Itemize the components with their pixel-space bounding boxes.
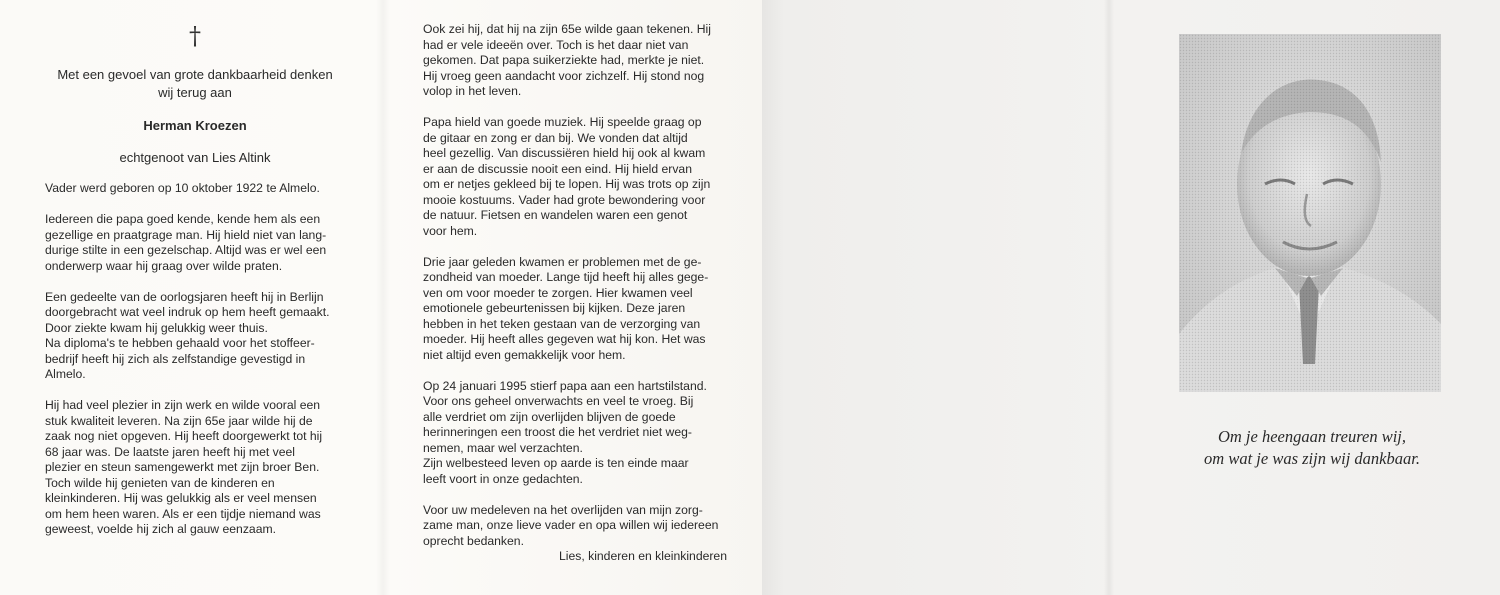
text-line: niet altijd even gemakkelijk voor hem. <box>423 347 626 362</box>
text-line: om hem heen waren. Als er een tijdje niemand was <box>45 506 321 521</box>
paragraph <box>423 379 727 488</box>
text-line: de natuur. Fietsen en wandelen waren een genot <box>423 208 688 222</box>
text-line: Zijn welbesteed leven op aarde is ten einde maar <box>423 456 689 470</box>
text-line: Toch wilde hij genieten van de kinderen en <box>45 475 275 490</box>
fold-crease <box>1104 0 1114 595</box>
intro-text <box>45 66 345 102</box>
paragraph <box>423 115 727 239</box>
text-line: plezier en steun samengewerkt met zijn broer Ben. <box>45 460 320 474</box>
text-line: bedrijf heeft hij zich als zelfstandige gevestigd in <box>45 351 306 366</box>
text-line: onderwerp waar hij graag over wilde praten. <box>45 258 283 273</box>
text-line: Papa hield van goede muziek. Hij speelde graag op <box>423 115 702 129</box>
text-line: gekomen. Dat papa suikerziekte had, merkte je niet. <box>423 53 705 67</box>
text-line: nemen, maar wel verzachten. <box>423 440 583 455</box>
text-line: Op 24 januari 1995 stierf papa aan een hartstilstand. <box>423 378 707 393</box>
text-line: Door ziekte kwam hij gelukkig weer thuis. <box>45 320 268 335</box>
text-line: emotionele gebeurtenissen bij kijken. Deze jaren <box>423 301 686 315</box>
text-line: voor hem. <box>423 223 478 238</box>
right-column <box>423 22 727 565</box>
text-line: Voor ons geheel onverwachts en veel te vroeg. Bij <box>423 394 694 408</box>
signature: Lies, kinderen en kleinkinderen <box>558 549 727 563</box>
caption-line: om wat je was zijn wij dankbaar. <box>1204 449 1420 468</box>
text-line: Voor uw medeleven na het overlijden van mijn zorg- <box>423 502 703 517</box>
text-line: oprecht bedanken. <box>423 533 524 548</box>
portrait-photo <box>1179 34 1441 392</box>
text-line: de gitaar en zong er dan bij. We vonden dat altijd <box>423 130 688 145</box>
text-line: om er netjes gekleed bij te lopen. Hij was trots op zijn <box>423 177 711 191</box>
intro-line: Met een gevoel van grote dankbaarheid denken <box>57 67 333 82</box>
paragraph <box>423 255 727 364</box>
memorial-caption <box>1152 426 1472 470</box>
text-line: kleinkinderen. Hij was gelukkig als er veel mensen <box>45 491 317 505</box>
paragraph <box>45 398 345 538</box>
deceased-name: Herman Kroezen <box>143 118 247 133</box>
text-line: mooie kostuums. Vader had grote bewondering voor <box>423 192 706 207</box>
cross-icon: † <box>189 22 201 50</box>
text-line: Almelo. <box>45 367 86 381</box>
paragraph <box>45 290 345 383</box>
birth-line: Vader werd geboren op 10 oktober 1922 te Almelo. <box>45 181 320 195</box>
text-line: stuk kwaliteit leveren. Na zijn 65e jaar wilde hij de <box>45 413 313 428</box>
text-line: herinneringen een troost die het verdriet niet weg- <box>423 425 692 439</box>
text-line: Drie jaar geleden kwamen er problemen met de ge- <box>423 254 702 269</box>
text-line: durige stilte in een gezelschap. Altijd was er wel een <box>45 243 327 257</box>
caption-line: Om je heengaan treuren wij, <box>1217 427 1407 446</box>
text-line: Ook zei hij, dat hij na zijn 65e wilde gaan tekenen. Hij <box>423 22 711 36</box>
text-line: heel gezellig. Van discussiëren hield hij ook al kwam <box>423 146 706 160</box>
text-line: Iedereen die papa goed kende, kende hem als een <box>45 212 321 226</box>
text-line: volop in het leven. <box>423 84 522 98</box>
text-line: had er vele ideeën over. Toch is het daar niet van <box>423 37 689 52</box>
text-line: zame man, onze lieve vader en opa willen wij iedereen <box>423 518 719 532</box>
text-line: 68 jaar was. De laatste jaren heeft hij met veel <box>45 444 295 459</box>
intro-line: wij terug aan <box>158 85 232 100</box>
text-line: Na diploma's te hebben gehaald voor het stoffeer- <box>45 336 315 350</box>
text-line: geweest, voelde hij zich al gauw eenzaam. <box>45 522 277 536</box>
text-line: leeft voort in onze gedachten. <box>423 471 583 486</box>
spouse-line: echtgenoot van Lies Altink <box>119 149 271 165</box>
paragraph <box>423 22 727 100</box>
text-line: Een gedeelte van de oorlogsjaren heeft hij in Berlijn <box>45 289 324 304</box>
text-line: hebben in het teken gestaan van de verzorging van <box>423 316 701 331</box>
paragraph <box>45 212 345 274</box>
fold-crease <box>376 0 390 595</box>
text-line: er aan de discussie nooit een eind. Hij hield ervan <box>423 161 692 176</box>
text-line: zaak nog niet opgeven. Hij heeft doorgewerkt tot hij <box>45 429 323 443</box>
text-line: moeder. Hij heeft alles gegeven wat hij kon. Het was <box>423 332 706 346</box>
photo-page <box>762 0 1500 595</box>
text-line: alle verdriet om zijn overlijden blijven de goede <box>423 409 676 424</box>
text-line: Hij had veel plezier in zijn werk en wilde vooral een <box>45 398 321 412</box>
left-column <box>45 22 345 553</box>
text-line: zondheid van moeder. Lange tijd heeft hij alles gege- <box>423 270 709 284</box>
text-line: Hij vroeg geen aandacht voor zichzelf. Hij stond nog <box>423 68 705 83</box>
text-line: gezellige en praatgrage man. Hij hield niet van lang- <box>45 227 327 242</box>
text-line: ven om voor moeder te zorgen. Hier kwamen veel <box>423 285 693 300</box>
paragraph <box>423 503 727 550</box>
text-line: doorgebracht wat veel indruk op hem heeft gemaakt. <box>45 305 330 319</box>
